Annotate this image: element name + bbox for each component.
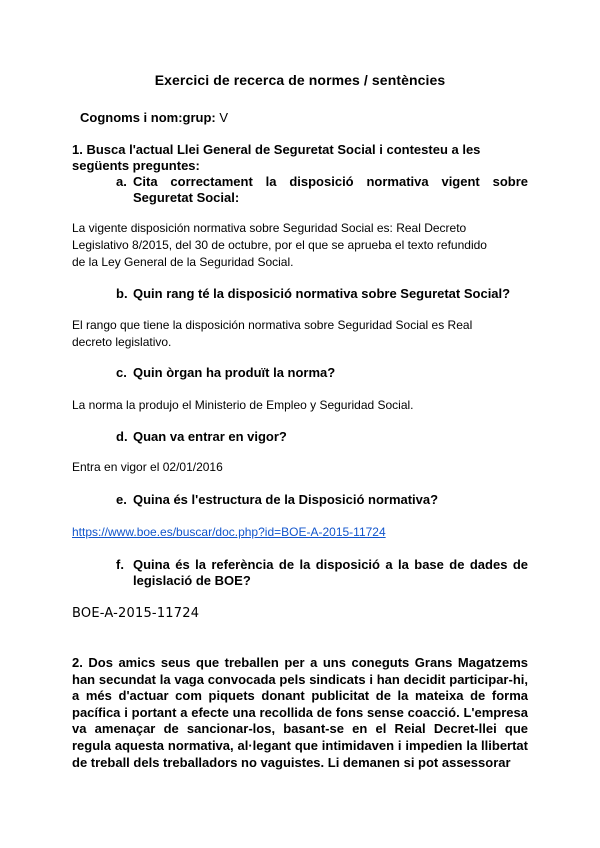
surname-line [80,110,228,125]
subquestion-letter: e. [116,492,127,507]
subquestion-a [116,174,528,206]
subquestion-text: Quina és la referència de la disposició a la base de dades de legislació de BOE? [133,557,528,588]
subquestion-f [116,557,528,589]
subquestion-e [116,492,528,508]
subquestion-text: Quina és l'estructura de la Disposició normativa? [133,492,439,507]
answer-line: El rango que tiene la disposición normativa sobre Seguridad Social es Real [72,318,473,332]
answer-line: La vigente disposición normativa sobre Seguridad Social es: Real Decreto [72,221,467,235]
surname-label: Cognoms i nom:grup: [80,110,216,125]
surname-value: V [219,110,229,125]
subquestion-letter: b. [116,286,128,301]
answer-line: de la Ley General de la Seguridad Social. [72,255,294,269]
question-2-text: 2. Dos amics seus que treballen per a uns coneguts Grans Magatzems han secundat la vaga convocada pels sindicats i han decidit participar-hi, a més d'actuar com piquets donant publicitat de la mateixa de forma pacífica i portant a efecte una recollida de fons sense coacció. L'empresa va amenaçar de sancionar-los, basant-se en el Reial Decret-llei que regula aquesta normativa, al·legant que intimidaven i impedien la llibertat de treball dels treballadors no vaguistes. Li demanen si pot assessorar [72,655,528,770]
answer-d: Entra en vigor el 02/01/2016 [72,460,223,474]
answer-a [72,220,512,271]
subquestion-b [116,286,528,302]
subquestion-letter: a. [116,174,127,189]
subquestion-text: Quin rang té la disposició normativa sobre Seguretat Social? [133,286,511,301]
subquestion-letter: d. [116,429,128,444]
answer-f: BOE-A-2015-11724 [72,606,200,621]
page-title: Exercici de recerca de normes / sentències [154,72,446,88]
answer-line: decreto legislativo. [72,335,172,349]
boe-link[interactable]: https://www.boe.es/buscar/doc.php?id=BOE-A-2015-11724 [72,525,386,539]
subquestion-letter: c. [116,365,127,380]
subquestion-letter: f. [116,557,124,572]
answer-line: Legislativo 8/2015, del 30 de octubre, por el que se aprueba el texto refundido [72,238,487,252]
subquestion-text: Quin òrgan ha produït la norma? [133,365,336,380]
answer-c: La norma la produjo el Ministerio de Empleo y Seguridad Social. [72,398,414,412]
answer-b [72,317,512,351]
subquestion-text: Quan va entrar en vigor? [133,429,287,444]
subquestion-text: Cita correctament la disposició normativa vigent sobre Seguretat Social: [133,174,528,205]
question-1-heading: 1. Busca l'actual Llei General de Seguretat Social i contesteu a les següents preguntes: [72,142,481,173]
subquestion-c [116,365,528,381]
subquestion-d [116,429,528,445]
answer-e [72,524,512,541]
